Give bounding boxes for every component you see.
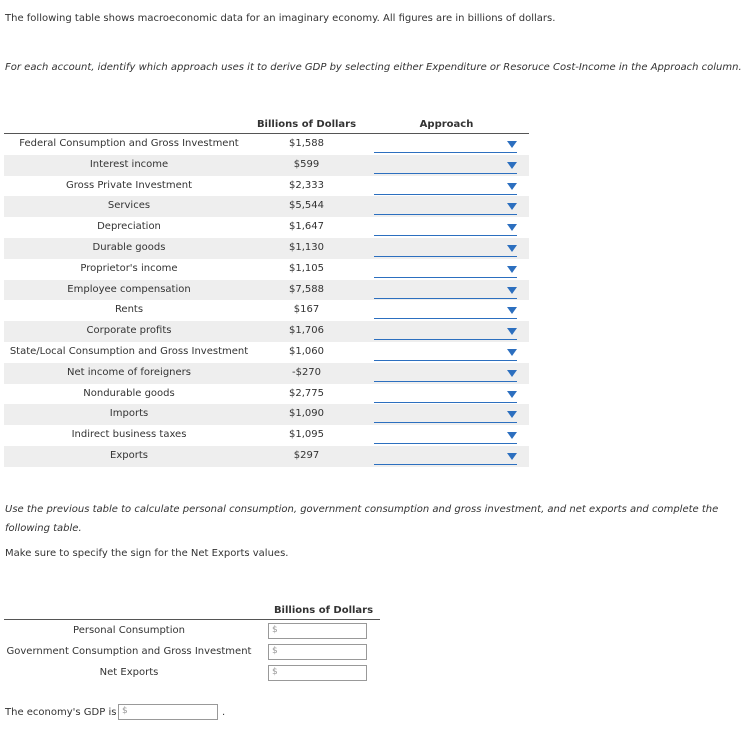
dropdown-arrow-icon bbox=[507, 141, 517, 148]
account-label: Rents bbox=[114, 304, 144, 316]
column-header-billions: Billions of Dollars bbox=[273, 605, 374, 616]
approach-dropdown[interactable] bbox=[374, 200, 517, 215]
table-row bbox=[4, 176, 529, 197]
dropdown-arrow-icon bbox=[507, 370, 517, 377]
account-label: Durable goods bbox=[92, 241, 166, 253]
account-value: $7,588 bbox=[289, 283, 324, 295]
account-value: -$270 bbox=[291, 366, 322, 378]
approach-dropdown[interactable] bbox=[374, 346, 517, 361]
summary-input[interactable] bbox=[268, 665, 367, 681]
gdp-period: . bbox=[222, 707, 226, 718]
approach-dropdown[interactable] bbox=[374, 388, 517, 403]
column-header-value: Billions of Dollars bbox=[256, 119, 357, 130]
instruction2-text: Use the previous table to calculate personal consumption, government consumption and gross investment, and net exports and complete the following table. bbox=[5, 504, 719, 534]
gdp-label: The economy's GDP is bbox=[5, 707, 117, 718]
account-label: State/Local Consumption and Gross Investment bbox=[9, 345, 249, 357]
table-row bbox=[4, 446, 529, 467]
gdp-currency-prefix: $ bbox=[122, 706, 128, 716]
account-label: Services bbox=[107, 200, 151, 212]
summary-label: Net Exports bbox=[99, 667, 159, 678]
table-row bbox=[4, 641, 380, 662]
account-value: $1,706 bbox=[289, 325, 324, 337]
summary-input[interactable] bbox=[268, 644, 367, 660]
account-value: $1,095 bbox=[289, 429, 324, 441]
table-row bbox=[4, 662, 380, 683]
intro-text: The following table shows macroeconomic data for an imaginary economy. All figures are in billions of dollars. bbox=[5, 13, 556, 24]
currency-prefix: $ bbox=[272, 646, 278, 656]
approach-dropdown[interactable] bbox=[374, 221, 517, 236]
dropdown-arrow-icon bbox=[507, 287, 517, 294]
dropdown-arrow-icon bbox=[507, 391, 517, 398]
summary-table-header bbox=[4, 604, 380, 620]
dropdown-arrow-icon bbox=[507, 245, 517, 252]
account-label: Net income of foreigners bbox=[67, 366, 191, 378]
account-label: Proprietor's income bbox=[80, 262, 178, 274]
approach-dropdown[interactable] bbox=[374, 367, 517, 382]
accounts-table bbox=[4, 116, 529, 467]
account-label: Indirect business taxes bbox=[71, 429, 187, 441]
account-label: Nondurable goods bbox=[83, 387, 175, 399]
account-value: $2,775 bbox=[289, 387, 324, 399]
approach-dropdown[interactable] bbox=[374, 263, 517, 278]
table-row bbox=[4, 342, 529, 363]
currency-prefix: $ bbox=[272, 667, 278, 677]
dropdown-arrow-icon bbox=[507, 453, 517, 460]
approach-dropdown[interactable] bbox=[374, 325, 517, 340]
summary-label: Government Consumption and Gross Investment bbox=[6, 646, 252, 657]
table-row bbox=[4, 620, 380, 641]
table-row bbox=[4, 300, 529, 321]
table-row bbox=[4, 217, 529, 238]
column-header-approach: Approach bbox=[419, 119, 474, 130]
table-row bbox=[4, 155, 529, 176]
account-label: Imports bbox=[109, 408, 149, 420]
account-value: $1,090 bbox=[289, 408, 324, 420]
approach-dropdown[interactable] bbox=[374, 450, 517, 465]
table-row bbox=[4, 404, 529, 425]
account-value: $1,130 bbox=[289, 241, 324, 253]
account-value: $1,060 bbox=[289, 345, 324, 357]
summary-table bbox=[4, 604, 380, 683]
approach-dropdown[interactable] bbox=[374, 408, 517, 423]
account-value: $297 bbox=[293, 449, 320, 461]
approach-dropdown[interactable] bbox=[374, 429, 517, 444]
table-row bbox=[4, 196, 529, 217]
accounts-table-header bbox=[4, 116, 529, 134]
account-value: $5,544 bbox=[289, 200, 324, 212]
note-text: Make sure to specify the sign for the Net Exports values. bbox=[5, 548, 289, 559]
account-label: Corporate profits bbox=[86, 325, 172, 337]
dropdown-arrow-icon bbox=[507, 432, 517, 439]
dropdown-arrow-icon bbox=[507, 349, 517, 356]
approach-dropdown[interactable] bbox=[374, 284, 517, 299]
dropdown-arrow-icon bbox=[507, 307, 517, 314]
account-label: Employee compensation bbox=[67, 283, 191, 295]
gdp-input[interactable] bbox=[118, 704, 218, 720]
account-value: $1,647 bbox=[289, 221, 324, 233]
approach-dropdown[interactable] bbox=[374, 242, 517, 257]
account-value: $1,105 bbox=[289, 262, 324, 274]
dropdown-arrow-icon bbox=[507, 203, 517, 210]
approach-dropdown[interactable] bbox=[374, 138, 517, 153]
account-value: $167 bbox=[293, 304, 320, 316]
table-row bbox=[4, 134, 529, 155]
table-row bbox=[4, 321, 529, 342]
account-value: $2,333 bbox=[289, 179, 324, 191]
dropdown-arrow-icon bbox=[507, 224, 517, 231]
account-label: Exports bbox=[110, 449, 148, 461]
dropdown-arrow-icon bbox=[507, 328, 517, 335]
table-row bbox=[4, 238, 529, 259]
account-label: Federal Consumption and Gross Investment bbox=[19, 138, 239, 149]
account-value: $599 bbox=[293, 158, 320, 170]
account-label: Interest income bbox=[89, 158, 169, 170]
currency-prefix: $ bbox=[272, 625, 278, 635]
summary-label: Personal Consumption bbox=[73, 625, 185, 636]
approach-dropdown[interactable] bbox=[374, 159, 517, 174]
summary-input[interactable] bbox=[268, 623, 367, 639]
table-row bbox=[4, 280, 529, 301]
account-label: Gross Private Investment bbox=[65, 179, 193, 191]
table-row bbox=[4, 259, 529, 280]
approach-dropdown[interactable] bbox=[374, 180, 517, 195]
table-row bbox=[4, 363, 529, 384]
dropdown-arrow-icon bbox=[507, 411, 517, 418]
dropdown-arrow-icon bbox=[507, 183, 517, 190]
approach-dropdown[interactable] bbox=[374, 304, 517, 319]
account-value: $1,588 bbox=[289, 138, 324, 149]
table-row bbox=[4, 425, 529, 446]
dropdown-arrow-icon bbox=[507, 266, 517, 273]
table-row bbox=[4, 384, 529, 405]
dropdown-arrow-icon bbox=[507, 162, 517, 169]
instruction-text: For each account, identify which approach uses it to derive GDP by selecting either Expenditure or Resoruce Cost-Income in the Approach column. bbox=[5, 62, 742, 73]
account-label: Depreciation bbox=[97, 221, 161, 233]
